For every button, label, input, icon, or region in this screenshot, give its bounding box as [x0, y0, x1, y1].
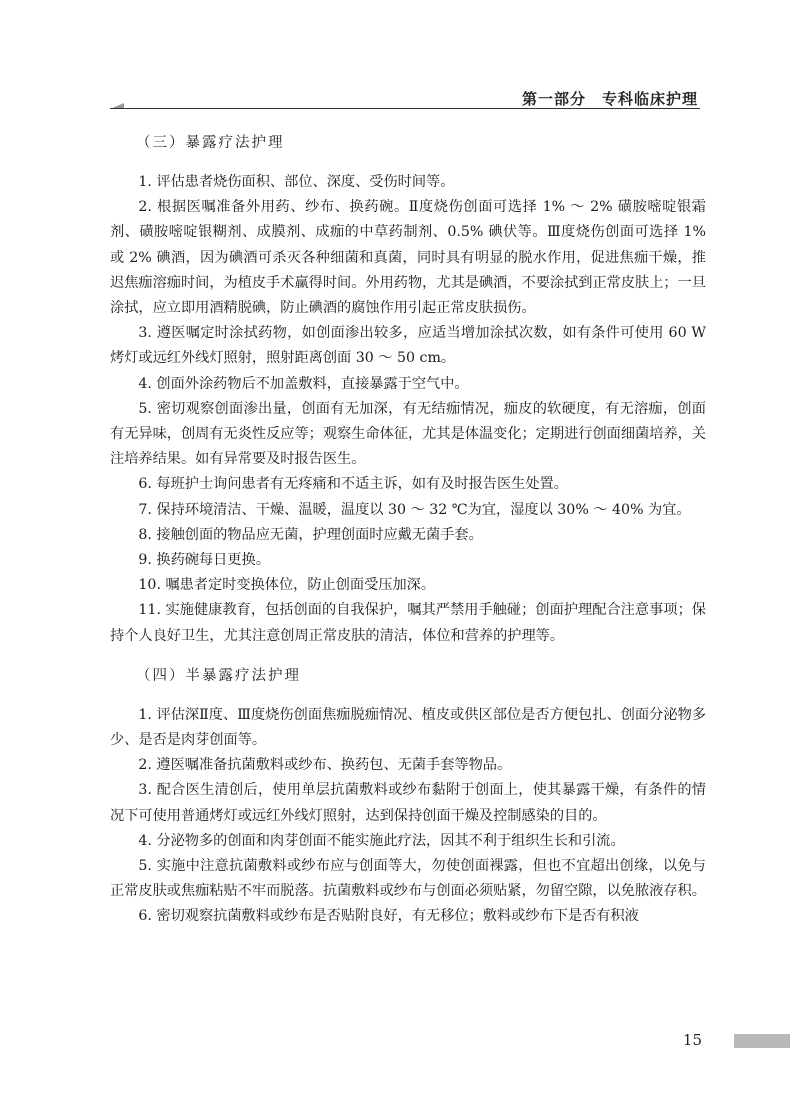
paragraph: 5. 实施中注意抗菌敷料或纱布应与创面等大，勿使创面裸露，但也不宜超出创缘，以免与正常皮肤或焦痂粘贴不牢而脱落。抗菌敷料或纱布与创面必须贴紧，勿留空隙，以免脓液存积。	[110, 858, 706, 900]
section-exposure-therapy	[110, 130, 706, 649]
paragraph: 9. 换药碗每日更换。	[138, 552, 270, 569]
paragraph: 2. 根据医嘱准备外用药、纱布、换药碗。Ⅱ度烧伤创面可选择 1% ～ 2% 磺胺嘧啶银霜剂、磺胺嘧啶银糊剂、成膜剂、成痂的中草药制剂、0.5% 碘伏等。Ⅲ度烧伤创面可选择 1% 或 2% 碘酒，因为碘酒可杀灭各种细菌和真菌，同时具有明显的脱水作用，促进焦痂干燥，推迟焦痂溶痂时间，为植皮手术赢得时间。外用药物，尤其是碘酒，不要涂拭到正常皮肤上；一旦涂拭，应立即用酒精脱碘，防止碘酒的腐蚀作用引起正常皮肤损伤。	[110, 199, 706, 317]
page-number: 15	[682, 1031, 702, 1049]
page-body	[110, 130, 706, 930]
paragraph: 11. 实施健康教育，包括创面的自我保护，嘱其严禁用手触碰；创面护理配合注意事项；保持个人良好卫生，尤其注意创周正常皮肤的清洁，体位和营养的护理等。	[110, 602, 706, 644]
paragraph: 10. 嘱患者定时变换体位，防止创面受压加深。	[138, 577, 436, 594]
section-title: （四）半暴露疗法护理	[136, 667, 301, 684]
paragraph: 3. 配合医生清创后，使用单层抗菌敷料或纱布黏附于创面上，使其暴露干燥，有条件的情况下可使用普通烤灯或远红外线灯照射，达到保持创面干燥及控制感染的目的。	[110, 782, 706, 824]
paragraph: 1. 评估深Ⅱ度、Ⅲ度烧伤创面焦痂脱痂情况、植皮或供区部位是否方便包扎、创面分泌物多少、是否是肉芽创面等。	[110, 706, 706, 749]
paragraph: 4. 分泌物多的创面和肉芽创面不能实施此疗法，因其不利于组织生长和引流。	[138, 832, 625, 849]
paragraph: 1. 评估患者烧伤面积、部位、深度、受伤时间等。	[138, 174, 455, 190]
section-title: （三）暴露疗法护理	[136, 135, 285, 151]
paragraph: 6. 密切观察抗菌敷料或纱布是否贴附良好，有无移位；敷料或纱布下是否有积液	[138, 908, 639, 925]
running-header-title: 第一部分 专科临床护理	[521, 90, 698, 108]
paragraph: 7. 保持环境清洁、干燥、温暖，温度以 30 ～ 32 ℃为宜，湿度以 30% ～ 40% 为宜。	[138, 501, 691, 518]
paragraph: 3. 遵医嘱定时涂拭药物，如创面渗出较多，应适当增加涂拭次数，如有条件可使用 60 W 烤灯或远红外线灯照射，照射距离创面 30 ～ 50 cm。	[110, 325, 706, 367]
paragraph: 4. 创面外涂药物后不加盖敷料，直接暴露于空气中。	[138, 375, 469, 392]
paragraph: 2. 遵医嘱准备抗菌敷料或纱布、换药包、无菌手套等物品。	[138, 757, 512, 774]
page-number-tab	[734, 1034, 790, 1048]
section-semi-exposure-therapy	[110, 663, 706, 930]
header-rule	[110, 108, 700, 109]
running-header	[110, 86, 700, 110]
paragraph: 6. 每班护士询问患者有无疼痛和不适主诉，如有及时报告医生处置。	[138, 476, 568, 493]
paragraph: 8. 接触创面的物品应无菌，护理创面时应戴无菌手套。	[138, 526, 483, 543]
paragraph: 5. 密切观察创面渗出量，创面有无加深，有无结痂情况，痂皮的软硬度，有无溶痂，创面有无异味，创周有无炎性反应等；观察生命体征，尤其是体温变化；定期进行创面细菌培养，关注培养结果。如有异常要及时报告医生。	[110, 400, 706, 468]
